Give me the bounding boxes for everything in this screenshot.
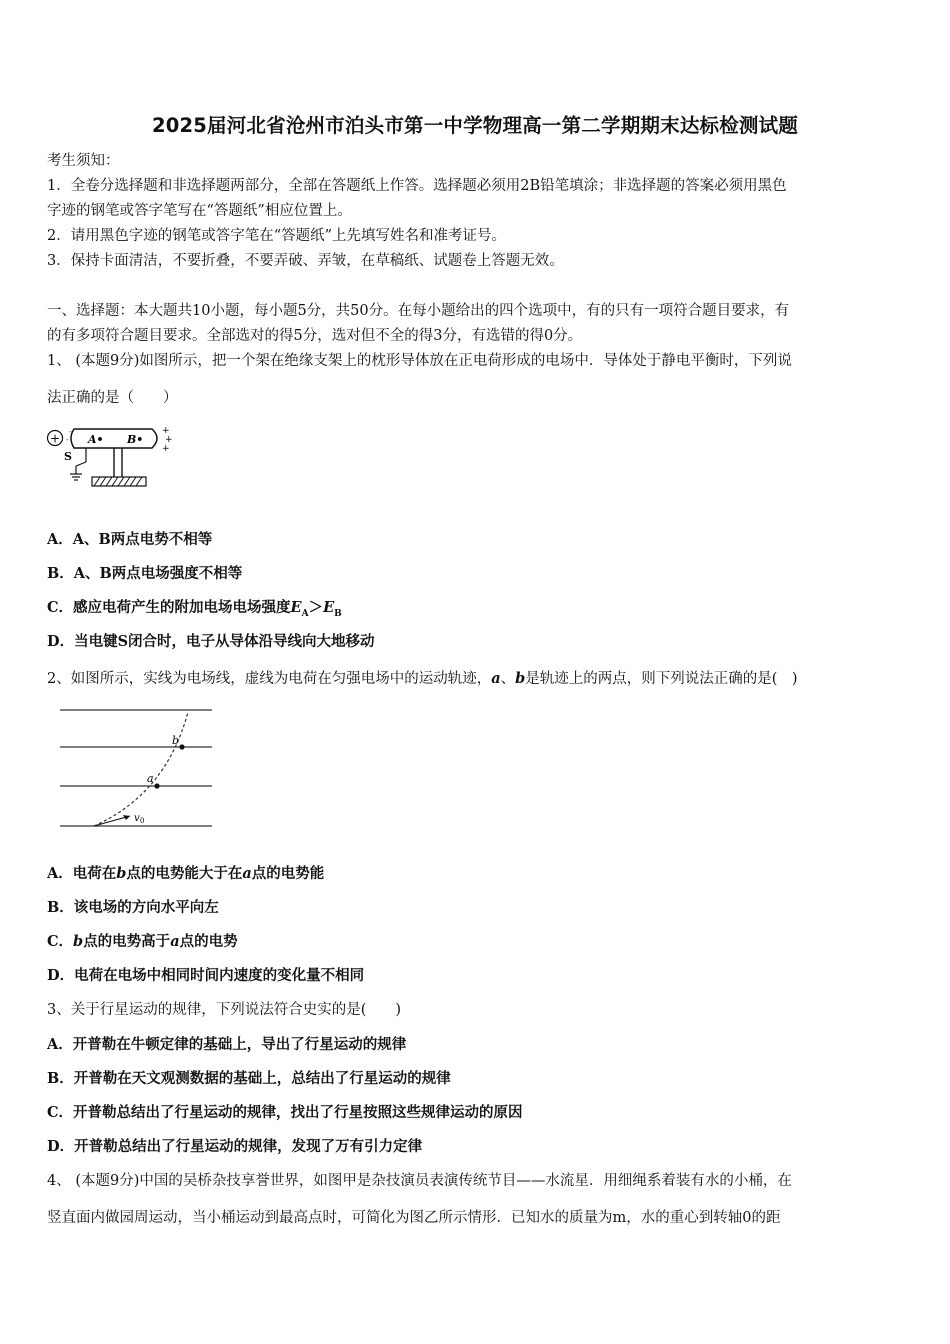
q2-stem (47, 668, 907, 690)
q2-option-c-post: 点的电势 (179, 933, 238, 950)
q2-option-a-post: 点的电势能 (251, 865, 325, 882)
conductor-diagram (44, 422, 184, 497)
q2-option-c-pre: C． (47, 933, 74, 950)
notice-item-1b: 字迹的钢笔或答字笔写在“答题纸”相应位置上。 (47, 203, 352, 219)
point-b-label: b (172, 734, 180, 747)
q2-stem-post: 是轨迹上的两点，则下列说法正确的是( ) (525, 671, 798, 687)
section-intro-a: 一、选择题：本大题共10小题，每小题5分，共50分。在每小题给出的四个选项中，有的只有一项符合题目要求，有 (47, 303, 790, 319)
q1-option-c-text: C．感应电荷产生的附加电场电场强度 (47, 599, 291, 616)
q1-stem-b: 法正确的是（ ） (47, 390, 178, 406)
q2-stem-b: b (515, 670, 526, 687)
point-a-label: a (147, 772, 154, 785)
q2-stem-pre: 2、如图所示，实线为电场线，虚线为电荷在匀强电场中的运动轨迹， (47, 671, 492, 687)
q2-option-a (47, 863, 907, 885)
point-b (179, 744, 184, 749)
q1-option-a: A．A、B两点电势不相等 (47, 531, 213, 548)
base-hatching (94, 477, 142, 486)
q2-stem-a: a (491, 670, 501, 687)
q2-option-c (47, 931, 907, 953)
q2-option-c-b: b (73, 933, 84, 950)
q2-option-a-b: b (116, 865, 127, 882)
field-diagram (56, 702, 216, 834)
q1-option-c-sub-a: A (301, 608, 309, 619)
q1-option-d: D．当电键S闭合时，电子从导体沿导线向大地移动 (47, 633, 375, 650)
q2-option-b: B．该电场的方向水平向左 (47, 899, 219, 916)
q2-option-a-mid: 点的电势能大于在 (126, 865, 243, 882)
q2-stem-mid: 、 (500, 671, 516, 687)
q2-option-a-a: a (242, 865, 252, 882)
charge-plus: + (49, 431, 61, 446)
induced-minus-1: - (69, 427, 72, 436)
notice-item-3: 3．保持卡面清洁，不要折叠，不要弄破、弄皱，在草稿纸、试题卷上答题无效。 (47, 253, 564, 269)
induced-minus-2: - (66, 435, 69, 444)
section-intro-b: 的有多项符合题目要求。全部选对的得5分，选对但不全的得3分，有选错的得0分。 (47, 328, 583, 344)
q1-option-c (47, 597, 907, 625)
q3-stem: 3、关于行星运动的规律，下列说法符合史实的是( ) (47, 1002, 402, 1018)
trajectory (94, 712, 188, 826)
q2-option-c-mid: 点的电势高于 (83, 933, 171, 950)
q3-option-b: B．开普勒在天文观测数据的基础上，总结出了行星运动的规律 (47, 1070, 451, 1087)
q3-option-d: D．开普勒总结出了行星运动的规律，发现了万有引力定律 (47, 1138, 423, 1155)
q1-stem-a: 1、 (本题9分)如图所示，把一个架在绝缘支架上的枕形导体放在正电荷形成的电场中．导体处于静电平衡时，下列说 (47, 353, 792, 369)
notice-item-2: 2．请用黑色字迹的钢笔或答字笔在“答题纸”上先填写姓名和准考证号。 (47, 228, 507, 244)
q3-option-c: C．开普勒总结出了行星运动的规律，找出了行星按照这些规律运动的原因 (47, 1104, 523, 1121)
switch-s (76, 462, 86, 466)
q1-option-c-eb: E (323, 599, 335, 616)
point-a-label: A• (88, 433, 104, 446)
induced-plus-1: + (162, 426, 170, 436)
q2-option-c-a: a (170, 933, 180, 950)
velocity-label: v (134, 813, 140, 824)
point-b-label: B• (127, 433, 144, 446)
switch-label: S (64, 450, 72, 463)
q1-option-c-ea: E (290, 599, 302, 616)
q4-stem-b: 竖直面内做园周运动，当小桶运动到最高点时，可简化为图乙所示情形．已知水的质量为m，水的重心到转轴0的距 (47, 1210, 781, 1226)
induced-plus-3: + (162, 444, 170, 454)
page-title: 2025届河北省沧州市泊头市第一中学物理高一第二学期期末达标检测试题 (151, 114, 799, 137)
q3-option-a: A．开普勒在牛顿定律的基础上，导出了行星运动的规律 (47, 1036, 407, 1053)
q2-option-a-pre: A．电荷在 (47, 865, 117, 882)
q1-option-b: B．A、B两点电场强度不相等 (47, 565, 243, 582)
point-a (154, 783, 159, 788)
notice-item-1a: 1．全卷分选择题和非选择题两部分，全部在答题纸上作答。选择题必须用2B铅笔填涂；非选择题的答案必须用黑色 (47, 178, 787, 194)
induced-plus-2: + (165, 435, 173, 445)
pillow-conductor (71, 429, 157, 448)
q1-figure-conductor (44, 422, 184, 497)
q1-option-c-sub-b: B (334, 608, 342, 619)
q2-option-d: D．电荷在电场中相同时间内速度的变化量不相同 (47, 967, 365, 984)
q1-option-c-gt: ＞ (308, 599, 324, 616)
q2-figure-field (56, 702, 216, 834)
q4-stem-a: 4、 (本题9分)中国的吴桥杂技享誉世界，如图甲是杂技演员表演传统节目——水流星．用细绳系着装有水的小桶，在 (47, 1173, 792, 1189)
notice-heading: 考生须知： (47, 153, 120, 169)
velocity-sub: 0 (140, 817, 145, 825)
